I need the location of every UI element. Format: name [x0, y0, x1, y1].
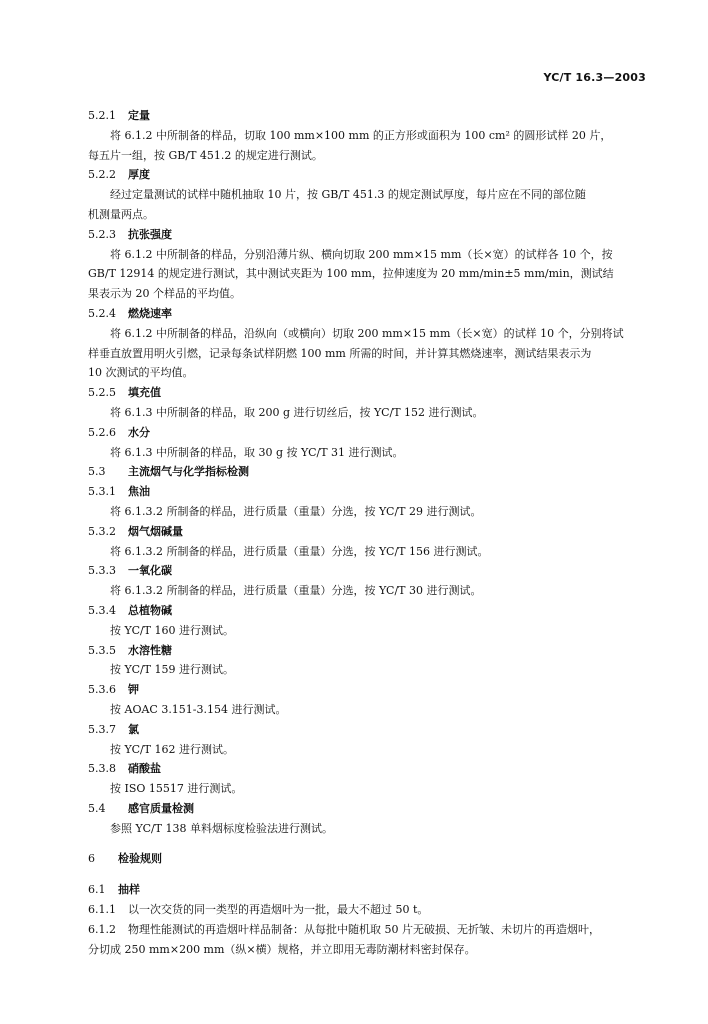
section-heading: 5.3.3 一氧化碳 [88, 564, 172, 578]
paragraph-line: 将 6.1.2 中所制备的样品，切取 100 mm×100 mm 的正方形或面积为 100 cm² 的圆形试样 20 片， [110, 128, 612, 142]
paragraph-line: 按 YC/T 160 进行测试。 [110, 623, 235, 637]
section-heading: 5.3.7 氯 [88, 722, 139, 736]
paragraph-line: 样垂直放置用明火引燃，记录每条试样阴燃 100 mm 所需的时间，并计算其燃烧速率，测试结果表示为 [88, 346, 592, 360]
paragraph-line: 果表示为 20 个样品的平均值。 [88, 287, 241, 301]
paragraph-line: 将 6.1.2 中所制备的样品，沿纵向（或横向）切取 200 mm×15 mm（长×宽）的试样 10 个，分别将试 [110, 326, 624, 340]
paragraph-line: 按 AOAC 3.151-3.154 进行测试。 [110, 702, 287, 716]
section-heading: 5.3.1 焦油 [88, 485, 150, 499]
paragraph-line: 每五片一组，按 GB/T 451.2 的规定进行测试。 [88, 148, 323, 162]
paragraph-line: 按 YC/T 159 进行测试。 [110, 663, 235, 677]
clause-line: 6.1.1 以一次交货的同一类型的再造烟叶为一批，最大不超过 50 t。 [88, 903, 429, 917]
paragraph-line: 经过定量测试的试样中随机抽取 10 片，按 GB/T 451.3 的规定测试厚度，每片应在不同的部位随 [110, 188, 586, 202]
section-heading: 5.3.4 总植物碱 [88, 603, 172, 617]
section-heading: 5.3.6 钾 [88, 683, 139, 697]
paragraph-line: 按 YC/T 162 进行测试。 [110, 742, 235, 756]
paragraph-line: 将 6.1.3.2 所制备的样品，进行质量（重量）分选，按 YC/T 156 进行测试。 [110, 544, 489, 558]
section-heading: 5.3.2 烟气烟碱量 [88, 524, 183, 538]
section-heading: 5.3.8 硝酸盐 [88, 762, 161, 776]
paragraph-line: 将 6.1.3 中所制备的样品，取 200 g 进行切丝后，按 YC/T 152 进行测试。 [110, 405, 484, 419]
paragraph-line: 参照 YC/T 138 单料烟标度检验法进行测试。 [110, 821, 334, 835]
section-heading: 5.2.1 定量 [88, 109, 150, 122]
section-heading: 6.1 抽样 [88, 883, 140, 897]
section-heading: 5.2.4 燃烧速率 [88, 306, 172, 320]
section-heading: 5.3 主流烟气与化学指标检测 [88, 465, 249, 479]
paragraph-line: 按 ISO 15517 进行测试。 [110, 782, 243, 796]
paragraph-line: GB/T 12914 的规定进行测试，其中测试夹距为 100 mm，拉伸速度为 20 mm/min±5 mm/min，测试结 [88, 267, 614, 281]
clause-line: 6.1.2 物理性能测试的再造烟叶样品制备：从每批中随机取 50 片无破损、无折皱、未切片的再造烟叶， [88, 922, 600, 936]
chapter-heading: 6 检验规则 [88, 852, 162, 866]
section-heading: 5.2.3 抗张强度 [88, 227, 172, 241]
section-heading: 5.3.5 水溶性糖 [88, 643, 172, 657]
paragraph-line: 机测量两点。 [88, 207, 154, 221]
paragraph-line: 将 6.1.3.2 所制备的样品，进行质量（重量）分选，按 YC/T 29 进行测试。 [110, 504, 482, 518]
section-heading: 5.2.6 水分 [88, 425, 150, 439]
spacer [88, 869, 666, 880]
paragraph-line: 将 6.1.2 中所制备的样品，分别沿薄片纵、横向切取 200 mm×15 mm（长×宽）的试样各 10 个，按 [110, 247, 613, 261]
section-heading: 5.2.5 填充值 [88, 386, 161, 400]
spacer [88, 838, 666, 849]
section-heading: 5.2.2 厚度 [88, 168, 150, 182]
document-body [88, 106, 666, 959]
paragraph-line: 10 次测试的平均值。 [88, 366, 194, 380]
section-heading: 5.4 感官质量检测 [88, 801, 194, 815]
paragraph-line: 分切成 250 mm×200 mm（纵×横）规格，并立即用无毒防潮材料密封保存。 [88, 942, 476, 956]
paragraph-line: 将 6.1.3 中所制备的样品，取 30 g 按 YC/T 31 进行测试。 [110, 445, 404, 459]
standard-number: YC/T 16.3—2003 [543, 71, 646, 84]
paragraph-line: 将 6.1.3.2 所制备的样品，进行质量（重量）分选，按 YC/T 30 进行测试。 [110, 584, 482, 598]
